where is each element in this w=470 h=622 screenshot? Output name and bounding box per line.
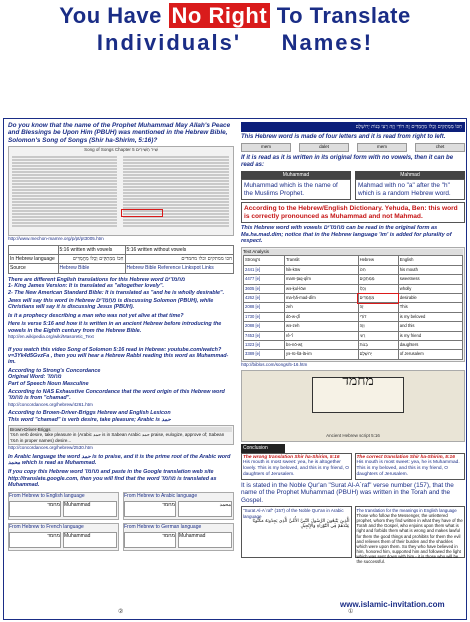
- nas-link[interactable]: http://concordances.org/hebrew/4261.htm: [8, 401, 93, 407]
- hebrew-banner: חִכּוֹ מַמְתַקִּים וְכֻלּוֹ מַחֲמַדִּים זֶה דוֹדִי וְזֶה רֵעִי בְּנוֹת יְרוּשָׁלָם: [241, 122, 465, 132]
- table-row: 3389 [e] yə-rū-šā-lā-im יְרוּשָׁלָם of Jerusalem: [244, 350, 463, 359]
- wrong-translation-text: His mouth is most sweet: yea, he is altogether lovely. This is my beloved, and this is my friend, O daughters of Jerusalem.: [243, 460, 349, 478]
- verse-highlight-circle: [121, 209, 163, 217]
- correct-translation-title: The correct translation Shir ha-Shirim, 5:16: [356, 454, 455, 460]
- name-left-label: Muhammad: [241, 171, 351, 179]
- gt-box-arabic: From Hebrew to Arabic language מחמד محمد: [123, 492, 234, 520]
- table-row: 7453 [e] rê-'î רֵעִי is my friend: [244, 331, 463, 340]
- nas-text: According to NAS Exhaustive Concordance that the word origin of this Hebrew word מחמד is from "chamad".: [8, 388, 225, 402]
- surat-arabic-box: [241, 506, 352, 558]
- scan-text-right: [123, 155, 229, 228]
- lexicon-header-row: Strong's Translit Hebrew English: [244, 256, 463, 265]
- ancient-letters-block: מחמד: [312, 377, 404, 413]
- scan-text-left: [12, 155, 117, 228]
- translations-intro: There are different English translations for this Hebrew word מחמדים: [8, 276, 186, 283]
- surat-arabic-text: الَّذِينَ يَتَّبِعُونَ الرَّسُولَ النَّبِيَّ الأُمِّيَّ الَّذِي يَجِدُونَهُ مَكْتُوبًا عِنْدَهُمْ فِي التَّوْرَاةِ وَالإِنْجِيلِ: [252, 518, 350, 530]
- question-text: Is it a prophecy describing a man who was not yet alive at that time?: [8, 312, 184, 319]
- table-row-highlighted: 4262 [e] ma-ḥă-mad-dîm מַחֲמַדִּים desirable: [244, 294, 463, 303]
- google-translate-grid: [8, 492, 234, 552]
- letter-box: dalet: [299, 143, 349, 151]
- bdb-text: According to Brown-Driver-Briggs Hebrew and English Lexicon: [8, 410, 171, 417]
- letter-box: mem: [357, 143, 407, 151]
- gt-input[interactable]: מחמד: [124, 501, 176, 517]
- table-row: 3605 [e] wə-ḵul-lōw וְכֻלּוֹ wholly: [244, 284, 463, 293]
- translations-compare: [241, 453, 465, 480]
- table-cell-link[interactable]: Hebrew Bible Reference Linkspot Links: [125, 264, 233, 273]
- gt-input[interactable]: מחמד: [9, 501, 61, 517]
- bdb-link[interactable]: http://concordances.org/hebrew/2530.htm: [8, 445, 93, 451]
- here-link[interactable]: http://en.wikipedia.org/wiki/Masoretic_Text: [8, 334, 94, 340]
- page-title: You Have No Right To Translate: [59, 3, 411, 28]
- lexicon-link[interactable]: http://biblos.com/songs/5-16.htm: [241, 361, 308, 367]
- translation-kj: 1- King James Version: It is translated as "altogether lovely".: [8, 283, 164, 290]
- video-text: If you watch this video Song of Solomon 5:16 read in Hebrew: youtube.com/watch?v=3Yk4d5GvzFa , then you will hear a Hebrew Rabbi reading this word as Muhammad-im.: [8, 346, 229, 366]
- name-right-label: Mahmad: [355, 171, 465, 179]
- surat-translation-text: Those who follow the Messenger, the unlettered prophet, whom they find written in what they have of the Torah and the Gospel, who enjoins upon them what is right and forbids them what is wrong and makes lawful for them the good things and prohibits for them the evil and relieves them of their burden and the shackles which were upon them. So they who have believed in him, honored him, supported him and followed the light which was sent down with him - it is those who will be the successful.: [356, 513, 463, 565]
- table-row: 1730 [e] dō-w-ḏî דוֹדִי is my beloved: [244, 312, 463, 321]
- right-column: [241, 122, 465, 565]
- surat-compare: [241, 506, 465, 565]
- part-of-speech: Part of Speech Noun Masculine: [8, 380, 89, 387]
- lexicon-title: Text Analysis: [243, 249, 463, 255]
- conclusion-label: Conclusion: [241, 444, 285, 452]
- names-compare: [241, 171, 465, 200]
- table-cell: חִכּוֹ מַמְתַקִּים וְכֻלּוֹ מַחֲמַדִּים: [58, 255, 125, 264]
- name-left-box: Muhammad which is the name of the Muslims Prophet.: [241, 179, 351, 200]
- table-cell: חכו ממתקים וכלו מחמדים: [125, 255, 233, 264]
- table-header-without-vowels: 5:16 written without vowels: [125, 245, 233, 254]
- if-read-text: If it is read as it is written in its original form with no vowels, then it can be read as:: [241, 154, 454, 168]
- lexicon-table: [243, 255, 463, 359]
- page-number-right: ①: [348, 609, 354, 615]
- website-url[interactable]: www.islamic-invitation.com: [340, 600, 445, 609]
- bible-scan-image: [8, 146, 234, 236]
- quran-stated-text: It is stated in the Noble Qur'an "Surat Al-A`raf" verse number (157), that the name of the Prophet Muhammad (PBUH) was written in the Torah and the Gospel.: [241, 481, 454, 504]
- correct-translation-text: His mouth is most sweet: yea, he is Muhammad. This is my beloved, and this is my friend, O daughters of Jerusalem.: [356, 460, 460, 478]
- table-row: 4477 [e] mam-ṯaq-qîm מַמְתַקִּים sweetness: [244, 275, 463, 284]
- gt-output: محمد: [178, 501, 232, 517]
- source-link[interactable]: http://www.mechon-mamre.org/p/pt/pt3005.htm: [8, 236, 104, 242]
- gt-box-english: From Hebrew to English language מחמד Muhammad: [8, 492, 119, 520]
- page-subtitle: Individuals' Names!: [96, 30, 374, 55]
- here-text: Here is verse 5:16 and how it is written in an ancient Hebrew before introducing the vowels in the Eighth century from the Hebrew Bible.: [8, 321, 222, 334]
- arabic-text: In Arabic language the word حمد is to praise, and it is the prime root of the Arabic word محمد which is read as Muhammad.: [8, 453, 231, 466]
- gt-input[interactable]: מחמד: [124, 532, 176, 548]
- table-row-label: Source: [9, 264, 59, 273]
- correct-translation-box: [355, 453, 466, 480]
- table-row: 2088 [e] wə-zeh וְזֶה and this: [244, 322, 463, 331]
- gt-box-german: From Hebrew to German language מחמד Muhammad: [123, 523, 234, 551]
- name-right-box: Mahmad with no "a" after the "h" which is a random Hebrew word.: [355, 179, 465, 200]
- dictionary-box: According to the Hebrew/English Dictionary. Yehuda, Ben: this word is correctly pronounced as Muhammad and not Mahmad.: [241, 202, 465, 223]
- gt-input[interactable]: מחמד: [9, 532, 61, 548]
- four-letters-text: This Hebrew word is made of four letters and it is read from right to left.: [241, 134, 446, 141]
- table-header-with-vowels: 5:16 written with vowels: [58, 245, 125, 254]
- scan-caption: Song of Songs Chapter 5 שִׁיר הַשִּׁירִים: [84, 147, 158, 153]
- vowels-table: [8, 245, 234, 274]
- table-row-label: In Hebrew language: [9, 255, 59, 264]
- bdb-box: [8, 425, 234, 445]
- wrong-translation-title: The wrong translation Shir ha-Shirim, 5:16: [243, 454, 340, 460]
- table-cell-link[interactable]: Hebrew Bible: [58, 264, 125, 273]
- ancient-scroll-image: [241, 370, 465, 442]
- wrong-translation-box: [241, 453, 352, 480]
- jews-text: Jews will say this word in Hebrew מַחֲמַדִּים is discussing Solomon (PBUH), while Christians will say it is discussing Jesus (PBUH).: [8, 298, 214, 311]
- original-word: Original Word: מחמד: [8, 374, 62, 381]
- bdb-box-title: Brown-Driver-Briggs: [10, 427, 232, 432]
- vowels-text: This Hebrew word with vowels מחמדים can be read in the original form as Ma.ha.mad.dim; notice that in the Hebrew language 'im' is added for plurality of respect.: [241, 225, 452, 245]
- gt-output: Muhammad: [63, 532, 117, 548]
- page-header: [0, 0, 470, 62]
- gt-output: Muhammad: [178, 532, 232, 548]
- copy-text: If you copy this Hebrew word מחמד and paste in the Google translation web site http://translate.google.com, then you will find that the word מחמד is translated as Muhammad.: [8, 469, 217, 489]
- lexicon-table-image: [241, 247, 465, 362]
- bdb-text-2: This word "chamad" is verb desire, take pleasure; Arabic is حمد: [8, 416, 171, 423]
- strong-text: According to Strong's Concordance: [8, 367, 101, 374]
- table-row: 2088 [e] zeh זֶה This: [244, 303, 463, 312]
- surat-translation-title: The translation for the meanings in English language: [356, 508, 457, 514]
- surat-translation-box: [355, 506, 466, 565]
- title-highlight: No Right: [169, 3, 271, 28]
- left-column: [8, 122, 234, 552]
- table-row: 1323 [e] bə-nō-wṯ בְּנוֹת daughters: [244, 341, 463, 350]
- intro-text: Do you know that the name of the Prophet Muhammad May Allah's Peace and Blessings be Upon Him (PBUH) was mentioned in the Hebrew Bible, Solomon's Song of Songs (Shir ha-Shirim, 5:16)?: [8, 122, 231, 144]
- surat-arabic-title: "Surat Al-A`raf" (157) of the Noble Qur'an in Arabic language: [243, 508, 344, 519]
- letter-box: chet: [415, 143, 465, 151]
- table-row: 2441 [e] hik-kōw חִכּוֹ his mouth: [244, 265, 463, 274]
- translation-nas: 2- The New American Standard Bible: It is translated as "and he is wholly desirable".: [8, 289, 225, 296]
- bdb-box-text: חמד verb desire, take pleasure in (Arabic حمد is in Sabean Arabic حمد praise, eulogize, approve of; Sabean חמד in proper names) desire...: [10, 432, 225, 443]
- page-number-left: ②: [118, 609, 124, 615]
- scroll-caption: Ancient Hebrew script 5:16: [326, 432, 380, 438]
- letters-row: [241, 143, 465, 151]
- letter-box: mem: [241, 143, 291, 151]
- gt-box-french: From Hebrew to French language מחמד Muhammad: [8, 523, 119, 551]
- gt-output: Muhammad: [63, 501, 117, 517]
